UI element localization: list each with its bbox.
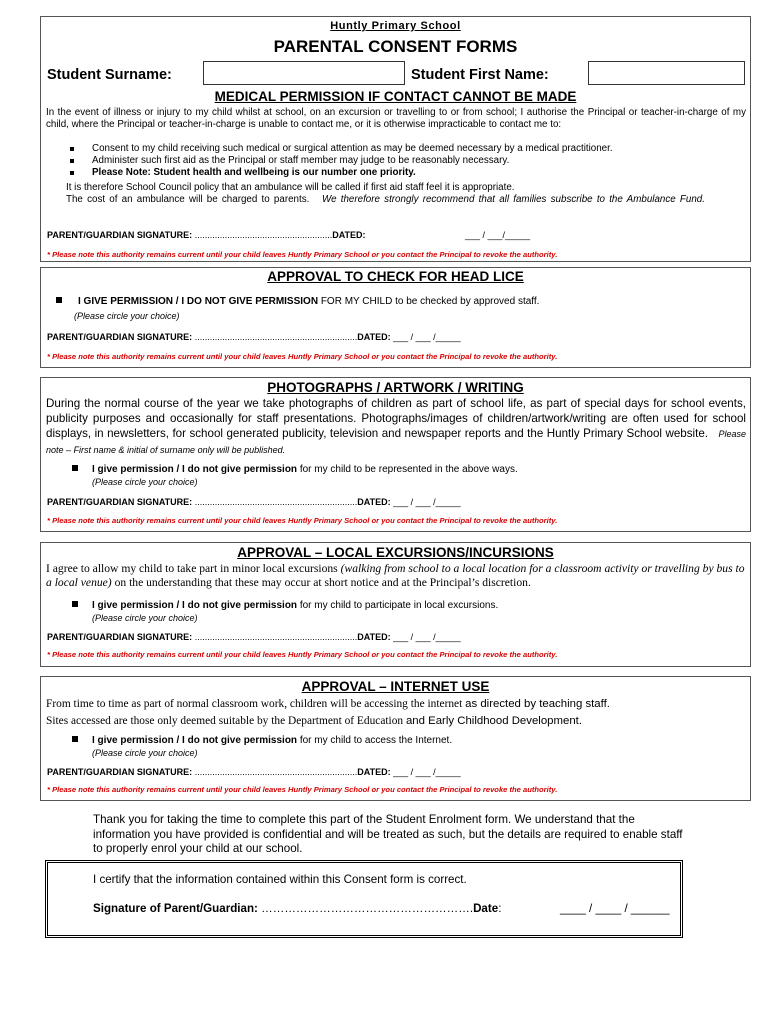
photographs-circle-note: (Please circle your choice) <box>92 477 198 487</box>
excursions-authority-note: * Please note this authority remains current until your child leaves Huntly Primary School or you contact the Principal to revoke the authority. <box>47 650 558 659</box>
signature-field[interactable]: ................................................................. <box>194 497 358 507</box>
signature-field[interactable]: ................................................................. <box>194 632 358 642</box>
signature-label: PARENT/GUARDIAN SIGNATURE: <box>47 497 193 507</box>
signature-label: PARENT/GUARDIAN SIGNATURE: <box>47 632 193 642</box>
bullet-icon <box>72 736 78 742</box>
bullet-text: Consent to my child receiving such medical or surgical attention as may be deemed necessary by a medical practitioner. <box>92 143 613 154</box>
bullet-icon <box>72 465 78 471</box>
certify-statement: I certify that the information contained within this Consent form is correct. <box>93 873 467 886</box>
photographs-authority-note: * Please note this authority remains current until your child leaves Huntly Primary School or you contact the Principal to revoke the authority. <box>47 516 558 525</box>
head-lice-permission <box>56 296 539 307</box>
internet-body-sans-2: and Early Childhood Development. <box>405 715 582 727</box>
photographs-signature-line <box>47 497 461 507</box>
excursions-body-end: on the understanding that these may occur at short notice and at the Principal’s discretion. <box>111 576 531 589</box>
bullet-icon <box>70 147 74 151</box>
internet-authority-note: * Please note this authority remains current until your child leaves Huntly Primary School or you contact the Principal to revoke the authority. <box>47 785 558 794</box>
ambulance-cost <box>66 194 746 206</box>
medical-bullet-list <box>66 143 746 179</box>
signature-field[interactable]: ................................................................. <box>194 767 358 777</box>
photographs-heading: PHOTOGRAPHS / ARTWORK / WRITING <box>267 380 524 395</box>
permission-choice[interactable]: I give permission / I do not give permission <box>92 464 298 475</box>
date-field[interactable]: ___ / ___ /_____ <box>393 332 461 342</box>
permission-text: for my child to be represented in the above ways. <box>297 464 518 475</box>
date-label: Date <box>473 902 499 915</box>
signature-field[interactable]: ................................................................. <box>194 332 358 342</box>
permission-text: FOR MY CHILD to be checked by approved staff. <box>318 296 540 307</box>
page-title: PARENTAL CONSENT FORMS <box>273 37 518 56</box>
internet-signature-line <box>47 767 461 777</box>
head-lice-signature-line <box>47 332 461 342</box>
ambulance-recommend: We therefore strongly recommend that all families subscribe to the Ambulance Fund. <box>322 194 705 205</box>
head-lice-heading: APPROVAL TO CHECK FOR HEAD LICE <box>267 269 524 284</box>
internet-body-line-2 <box>46 712 746 729</box>
certify-section <box>45 860 683 938</box>
medical-date-field[interactable]: ___ / ___/_____ <box>465 230 531 240</box>
medical-signature-line <box>47 230 366 240</box>
signature-field[interactable]: ………………………………………………. <box>257 902 474 915</box>
photographs-body <box>46 396 746 458</box>
school-name: Huntly Primary School <box>330 20 461 32</box>
internet-body <box>46 695 746 729</box>
permission-text: for my child to access the Internet. <box>297 735 453 746</box>
head-lice-circle-note: (Please circle your choice) <box>74 311 180 321</box>
list-item <box>66 167 746 179</box>
dated-label: DATED: <box>357 767 391 777</box>
internet-body-serif-2: Sites accessed are those only deemed suitable by the Department of Education <box>46 715 406 727</box>
ambulance-policy: It is therefore School Council policy that an ambulance will be called if first aid staff feel it is appropriate. <box>66 182 515 193</box>
date-field[interactable]: ___ / ___ /_____ <box>393 767 461 777</box>
excursions-signature-line <box>47 632 461 642</box>
bullet-text: Administer such first aid as the Principal or staff member may judge to be reasonably necessary. <box>92 155 510 166</box>
photographs-publish-note: Please note – First name & initial of surname only will be published. <box>46 429 746 455</box>
bullet-icon <box>56 297 62 303</box>
bullet-icon <box>70 159 74 163</box>
date-field[interactable]: ___ / ___ /_____ <box>393 632 461 642</box>
signature-label: Signature of Parent/Guardian: <box>93 902 258 915</box>
dated-label: DATED: <box>357 632 391 642</box>
signature-label: PARENT/GUARDIAN SIGNATURE: <box>47 767 193 777</box>
bullet-icon <box>70 171 74 175</box>
permission-choice[interactable]: I give permission / I do not give permission <box>92 735 298 746</box>
internet-heading: APPROVAL – INTERNET USE <box>301 679 490 694</box>
dated-label: DATED: <box>357 497 391 507</box>
list-item <box>66 155 746 167</box>
internet-body-line-1 <box>46 695 746 712</box>
thank-you-text: Thank you for taking the time to complete this part of the Student Enrolment form. We understand that the information you have provided is confidential and will be treated as such, but the details are required to enable staff to properly enrol your child at our school. <box>93 813 683 855</box>
photographs-permission <box>72 464 518 475</box>
date-colon: : <box>498 902 502 915</box>
firstname-field[interactable] <box>588 61 745 85</box>
medical-intro: In the event of illness or injury to my child whilst at school, on an excursion or travelling to or from school; I authorise the Principal or teacher-in-charge of my child, where the Principal or teacher-in-charge is unable to contact me, or it is otherwise impracticable to contact me to: <box>46 107 746 130</box>
internet-body-serif-1: From time to time as part of normal classroom work, children will be accessing the internet <box>46 698 466 710</box>
list-item <box>66 143 746 155</box>
internet-circle-note: (Please circle your choice) <box>92 748 198 758</box>
signature-label: PARENT/GUARDIAN SIGNATURE: <box>47 230 193 240</box>
dated-label: DATED: <box>357 332 391 342</box>
firstname-label: Student First Name: <box>411 67 549 83</box>
certify-signature-line <box>93 902 501 915</box>
excursions-permission <box>72 600 498 611</box>
signature-field[interactable]: ....................................................... <box>194 230 333 240</box>
surname-field[interactable] <box>203 61 405 85</box>
ambulance-cost-text: The cost of an ambulance will be charged to parents. <box>66 194 310 205</box>
excursions-body <box>46 562 746 590</box>
head-lice-authority-note: * Please note this authority remains current until your child leaves Huntly Primary School or you contact the Principal to revoke the authority. <box>47 352 558 361</box>
excursions-body-italic: (walking from school to a local location for a classroom activity or travelling by bus to a local venue) <box>46 562 745 589</box>
internet-permission <box>72 735 452 746</box>
permission-choice[interactable]: I give permission / I do not give permission <box>92 600 298 611</box>
bullet-icon <box>72 601 78 607</box>
medical-heading: MEDICAL PERMISSION IF CONTACT CANNOT BE MADE <box>214 89 577 104</box>
bullet-text: Please Note: Student health and wellbeing is our number one priority. <box>92 167 416 178</box>
dated-label: DATED: <box>332 230 366 240</box>
certify-date-field[interactable]: ____ / ____ / ______ <box>560 902 670 915</box>
surname-label: Student Surname: <box>47 67 172 83</box>
photographs-body-text: During the normal course of the year we take photographs of children as part of school life, as part of special days for school events, publicity purposes and occasionally for staff presentations. Photographs/images of children/artwork/writing are often used for school displays, in newsletters, for school generated publicity, television and newspaper reports and the Huntly Primary School website. <box>46 397 746 440</box>
medical-authority-note: * Please note this authority remains current until your child leaves Huntly Primary School or you contact the Principal to revoke the authority. <box>47 250 558 259</box>
excursions-heading: APPROVAL – LOCAL EXCURSIONS/INCURSIONS <box>237 545 554 560</box>
date-field[interactable]: ___ / ___ /_____ <box>393 497 461 507</box>
excursions-circle-note: (Please circle your choice) <box>92 613 198 623</box>
excursions-body-start: I agree to allow my child to take part in minor local excursions <box>46 562 341 575</box>
permission-text: for my child to participate in local excursions. <box>297 600 499 611</box>
signature-label: PARENT/GUARDIAN SIGNATURE: <box>47 332 193 342</box>
permission-choice[interactable]: I GIVE PERMISSION / I DO NOT GIVE PERMISSION <box>78 296 319 307</box>
internet-body-sans-1: as directed by teaching staff. <box>465 698 610 710</box>
